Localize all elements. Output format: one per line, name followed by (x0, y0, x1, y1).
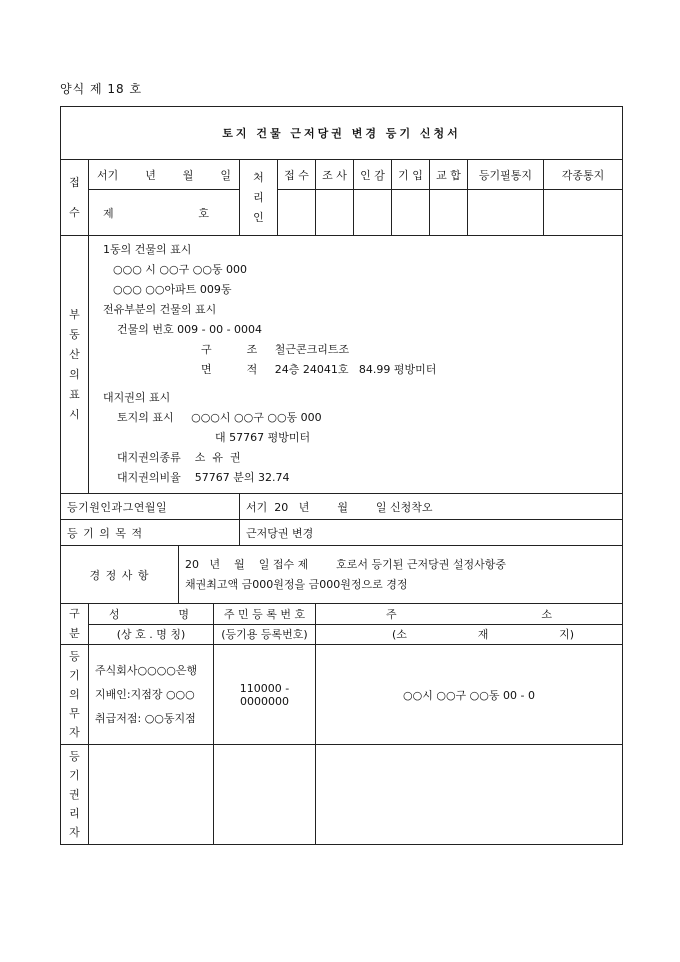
property-description (89, 236, 623, 494)
category-header: 구 분 (61, 604, 89, 645)
holder-address[interactable] (316, 745, 623, 845)
name-header-top: 성 명 (89, 604, 214, 625)
building-name: ○○○ ○○아파트 009동 (113, 283, 232, 296)
purpose-label: 등 기 의 목 적 (61, 520, 240, 546)
reception-label: 접 수 (61, 160, 89, 236)
cell-investigation[interactable] (316, 190, 354, 236)
col-various-notice: 각종통지 (544, 160, 623, 190)
obligor-label: 등 기 의 무 자 (61, 645, 89, 745)
form-number: 양식 제 18 호 (60, 82, 143, 96)
building-area: 면 적 24층 24041호 84.99 평방미터 (201, 363, 437, 376)
holder-id-number[interactable] (214, 745, 316, 845)
change-label: 경 정 사 항 (61, 546, 179, 604)
address-header-bottom: (소 재 지) (316, 624, 623, 645)
id-header-top: 주 민 등 록 번 호 (214, 604, 316, 625)
cell-reception[interactable] (278, 190, 316, 236)
cell-various-notice[interactable] (544, 190, 623, 236)
building-structure: 구 조 철근콘크리트조 (201, 343, 350, 356)
cause-value[interactable]: 서기 20 년 월 일 신청착오 (240, 494, 623, 520)
application-form (60, 106, 623, 845)
reception-date: 서기 년 월 일 (89, 160, 240, 190)
holder-name[interactable] (89, 745, 214, 845)
land-location: 토지의 표시 ○○○시 ○○구 ○○동 000 (117, 411, 322, 424)
building-heading: 1동의 건물의 표시 (103, 243, 192, 256)
col-completion-notice: 등기필통지 (468, 160, 544, 190)
land-area: 대 57767 평방미터 (215, 431, 311, 444)
processing-label: 처 리 인 (240, 160, 278, 236)
id-header-bottom: (등기용 등록번호) (214, 624, 316, 645)
building-number: 건물의 번호 009 - 00 - 0004 (117, 323, 263, 336)
col-reception: 접 수 (278, 160, 316, 190)
name-header-bottom: (상 호 . 명 칭) (89, 624, 214, 645)
reception-number: 제 호 (89, 190, 240, 236)
col-investigation: 조 사 (316, 160, 354, 190)
building-location: ○○○ 시 ○○구 ○○동 000 (113, 263, 248, 276)
holder-label: 등 기 권 리 자 (61, 745, 89, 845)
obligor-id-number[interactable]: 110000 - 0000000 (214, 645, 316, 745)
cell-entry[interactable] (392, 190, 430, 236)
cell-verification[interactable] (430, 190, 468, 236)
land-right-ratio: 대지권의비율 57767 분의 32.74 (117, 471, 290, 484)
form-title: 토지 건물 근저당권 변경 등기 신청서 (61, 107, 623, 160)
cell-completion-notice[interactable] (468, 190, 544, 236)
land-right-type: 대지권의종류 소 유 권 (117, 451, 241, 464)
col-seal-check: 인 감 (354, 160, 392, 190)
cause-label: 등기원인과그연월일 (61, 494, 240, 520)
change-details[interactable]: 20 년 월 일 접수 제 호로서 등기된 근저당권 설정사항중 채권최고액 금000원정을 금000원정으로 경정 (179, 546, 623, 604)
purpose-value[interactable]: 근저당권 변경 (240, 520, 623, 546)
cell-seal-check[interactable] (354, 190, 392, 236)
exclusive-part-heading: 전유부분의 건물의 표시 (103, 303, 217, 316)
land-right-heading: 대지권의 표시 (103, 391, 171, 404)
col-entry: 기 입 (392, 160, 430, 190)
col-verification: 교 합 (430, 160, 468, 190)
obligor-name[interactable]: 주식회사○○○○은행 지배인:지점장 ○○○ 취급저점: ○○동지점 (89, 645, 214, 745)
property-label: 부 동 산 의 표 시 (61, 236, 89, 494)
address-header-top: 주 소 (316, 604, 623, 625)
obligor-address[interactable]: ○○시 ○○구 ○○동 00 - 0 (316, 645, 623, 745)
